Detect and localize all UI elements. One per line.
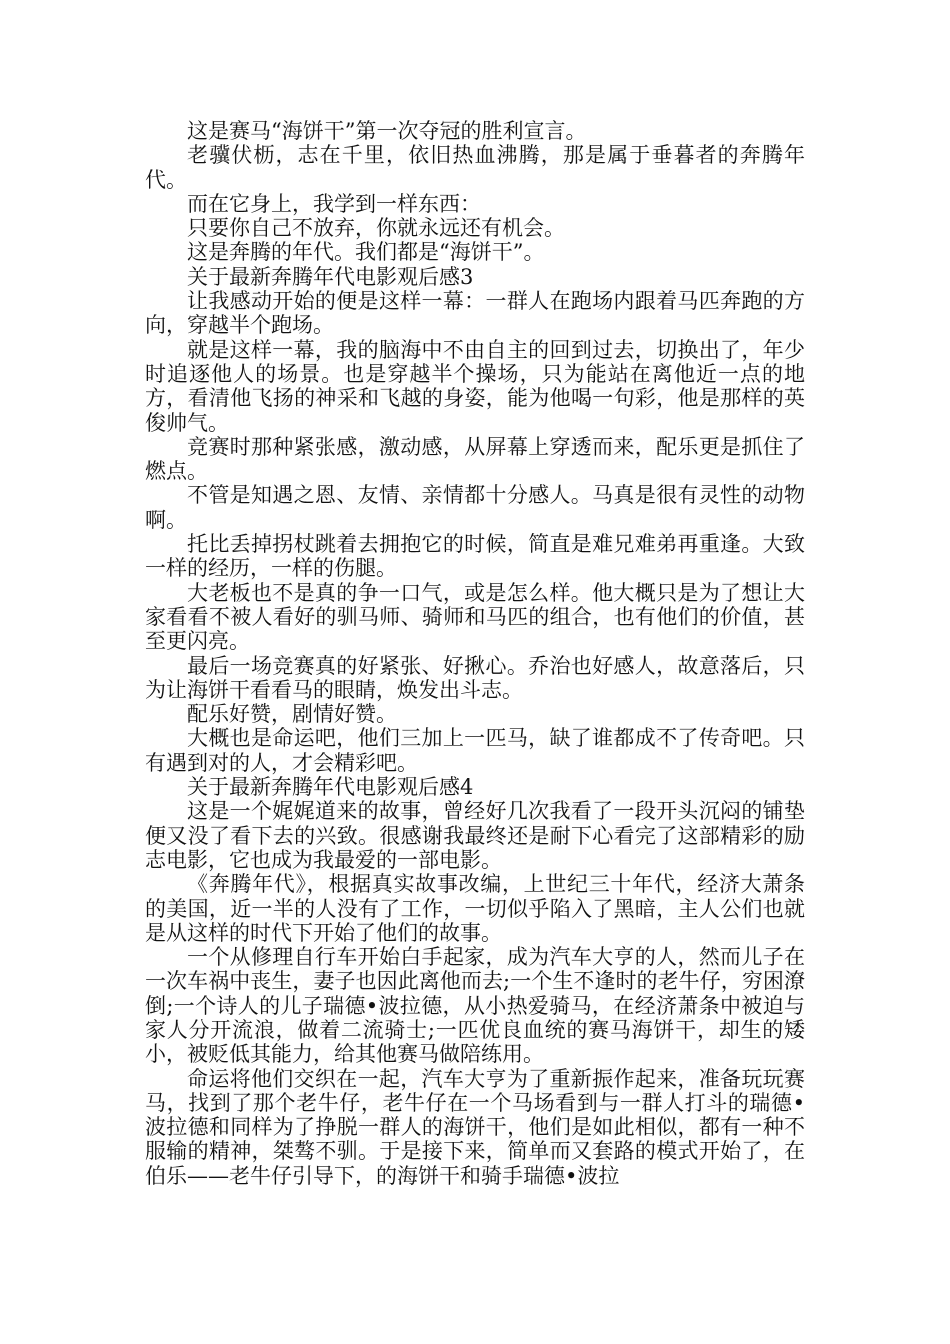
paragraph: 这是奔腾的年代。我们都是“海饼干”。 [187, 240, 545, 265]
paragraph: 竞赛时那种紧张感，激动感，从屏幕上穿透而来，配乐更是抓住了燃点。 [145, 434, 805, 484]
paragraph: 大老板也不是真的争一口气，或是怎么样。他大概只是为了想让大家看看不被人看好的驯马师、骑师和马匹的组合，也有他们的价值，甚至更闪亮。 [145, 580, 805, 654]
paragraph: 大概也是命运吧，他们三加上一匹马，缺了谁都成不了传奇吧。只有遇到对的人，才会精彩吧。 [145, 726, 805, 775]
paragraph: 老骥伏枥，志在千里，依旧热血沸腾，那是属于垂暮者的奔腾年代。 [145, 143, 805, 192]
paragraph: 《奔腾年代》，根据真实故事改编，上世纪三十年代，经济大萧条的美国，近一半的人没有了工作，一切似乎陷入了黑暗，主人公们也就是从这样的时代下开始了他们的故事。 [145, 872, 805, 945]
paragraph: 配乐好赞，剧情好赞。 [187, 702, 397, 727]
paragraph: 不管是知遇之恩、友情、亲情都十分感人。马真是很有灵性的动物啊。 [145, 483, 805, 532]
paragraph: 而在它身上，我学到一样东西： [187, 191, 481, 216]
paragraph: 命运将他们交织在一起，汽车大亨为了重新振作起来，准备玩玩赛马，找到了那个老牛仔，老牛仔在一个马场看到与一群人打斗的瑞德•波拉德和同样为了挣脱一群人的海饼干，他们是如此相似，都有一种不服输的精神，桀骜不驯。于是接下来，简单而又套路的模式开始了，在伯乐——老牛仔引导下，的海饼干和骑手瑞德•波拉 [145, 1066, 805, 1188]
paragraph: 这是一个娓娓道来的故事，曾经好几次我看了一段开头沉闷的铺垫便又没了看下去的兴致。很感谢我最终还是耐下心看完了这部精彩的励志电影，它也成为我最爱的一部电影。 [145, 799, 805, 872]
article-body [145, 119, 805, 1188]
paragraph: 只要你自己不放弃，你就永远还有机会。 [187, 216, 565, 241]
paragraph: 就是这样一幕，我的脑海中不由自主的回到过去，切换出了，年少时追逐他人的场景。也是穿越半个操场，只为能站在离他近一点的地方，看清他飞扬的神采和飞越的身姿，能为他喝一句彩，他是那样的英俊帅气。 [145, 337, 805, 435]
paragraph: 托比丢掉拐杖跳着去拥抱它的时候，简直是难兄难弟再重逢。大致一样的经历，一样的伤腿。 [145, 532, 805, 581]
paragraph: 最后一场竞赛真的好紧张、好揪心。乔治也好感人，故意落后，只为让海饼干看看马的眼睛，焕发出斗志。 [145, 653, 805, 702]
section-heading: 关于最新奔腾年代电影观后感4 [187, 775, 474, 800]
paragraph: 这是赛马“海饼干”第一次夺冠的胜利宣言。 [187, 119, 587, 143]
paragraph: 一个从修理自行车开始白手起家，成为汽车大亨的人，然而儿子在一次车祸中丧生，妻子也因此离他而去;一个生不逢时的老牛仔，穷困潦倒;一个诗人的儿子瑞德•波拉德，从小热爱骑马，在经济萧条中被迫与家人分开流浪，做着二流骑士;一匹优良血统的赛马海饼干，却生的矮小，被贬低其能力，给其他赛马做陪练用。 [145, 945, 805, 1067]
section-heading: 关于最新奔腾年代电影观后感3 [187, 264, 474, 289]
paragraph: 让我感动开始的便是这样一幕：一群人在跑场内跟着马匹奔跑的方向，穿越半个跑场。 [145, 289, 805, 338]
